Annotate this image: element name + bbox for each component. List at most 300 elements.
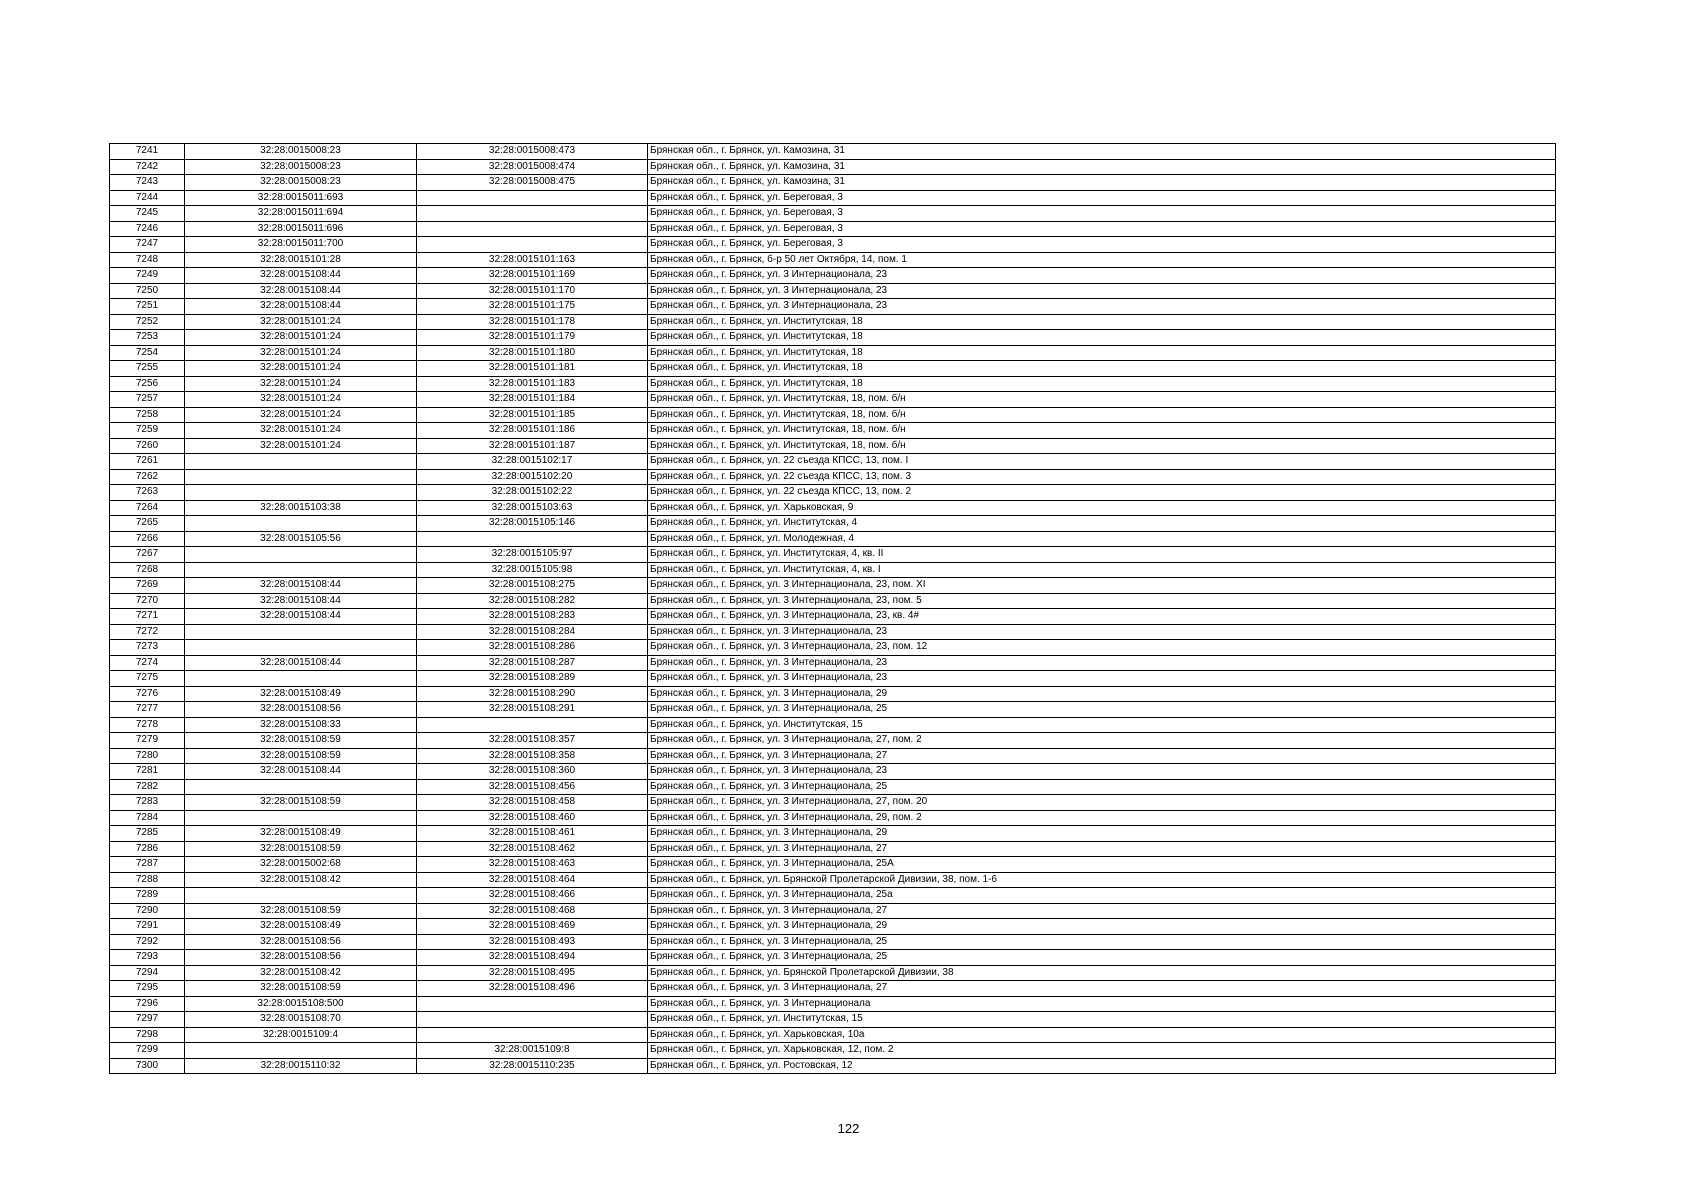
table-row: [110, 934, 1556, 950]
table-row: [110, 159, 1556, 175]
parcel-cadastral-number-cell: 32:28:0015108:59: [185, 903, 417, 919]
row-number-cell: 7246: [110, 221, 185, 237]
parcel-cadastral-number-cell: 32:28:0015108:59: [185, 733, 417, 749]
table-row: [110, 283, 1556, 299]
row-number-cell: 7294: [110, 965, 185, 981]
parcel-cadastral-number-cell: 32:28:0015101:24: [185, 392, 417, 408]
row-number-cell: 7250: [110, 283, 185, 299]
row-number-cell: 7297: [110, 1012, 185, 1028]
object-cadastral-number-cell: 32:28:0015101:179: [417, 330, 648, 346]
object-cadastral-number-cell: [417, 206, 648, 222]
table-row: [110, 144, 1556, 160]
table-row: [110, 841, 1556, 857]
object-cadastral-number-cell: 32:28:0015108:466: [417, 888, 648, 904]
object-cadastral-number-cell: 32:28:0015108:494: [417, 950, 648, 966]
parcel-cadastral-number-cell: 32:28:0015108:49: [185, 919, 417, 935]
object-cadastral-number-cell: 32:28:0015108:287: [417, 655, 648, 671]
address-cell: Брянская обл., г. Брянск, ул. 3 Интернационала, 27: [648, 748, 1556, 764]
address-cell: Брянская обл., г. Брянск, ул. 3 Интернационала, 25: [648, 934, 1556, 950]
object-cadastral-number-cell: 32:28:0015101:169: [417, 268, 648, 284]
row-number-cell: 7279: [110, 733, 185, 749]
table-row: [110, 454, 1556, 470]
address-cell: Брянская обл., г. Брянск, ул. Брянской Пролетарской Дивизии, 38: [648, 965, 1556, 981]
address-cell: Брянская обл., г. Брянск, ул. Камозина, 31: [648, 144, 1556, 160]
table-row: [110, 640, 1556, 656]
address-cell: Брянская обл., г. Брянск, ул. Береговая, 3: [648, 190, 1556, 206]
row-number-cell: 7285: [110, 826, 185, 842]
table-row: [110, 531, 1556, 547]
parcel-cadastral-number-cell: 32:28:0015108:44: [185, 764, 417, 780]
address-cell: Брянская обл., г. Брянск, ул. 3 Интернационала, 25а: [648, 888, 1556, 904]
table-row: [110, 206, 1556, 222]
table-row: [110, 872, 1556, 888]
table-row: [110, 314, 1556, 330]
row-number-cell: 7286: [110, 841, 185, 857]
address-cell: Брянская обл., г. Брянск, ул. 22 съезда КПСС, 13, пом. 3: [648, 469, 1556, 485]
table-row: [110, 469, 1556, 485]
object-cadastral-number-cell: 32:28:0015108:357: [417, 733, 648, 749]
address-cell: Брянская обл., г. Брянск, ул. 3 Интернационала, 29, пом. 2: [648, 810, 1556, 826]
object-cadastral-number-cell: 32:28:0015101:184: [417, 392, 648, 408]
row-number-cell: 7273: [110, 640, 185, 656]
object-cadastral-number-cell: 32:28:0015108:283: [417, 609, 648, 625]
parcel-cadastral-number-cell: 32:28:0015105:56: [185, 531, 417, 547]
object-cadastral-number-cell: [417, 221, 648, 237]
address-cell: Брянская обл., г. Брянск, ул. 22 съезда КПСС, 13, пом. I: [648, 454, 1556, 470]
row-number-cell: 7293: [110, 950, 185, 966]
row-number-cell: 7276: [110, 686, 185, 702]
table-row: [110, 655, 1556, 671]
table-row: [110, 562, 1556, 578]
row-number-cell: 7299: [110, 1043, 185, 1059]
parcel-cadastral-number-cell: [185, 1043, 417, 1059]
table-row: [110, 795, 1556, 811]
parcel-cadastral-number-cell: [185, 562, 417, 578]
parcel-cadastral-number-cell: [185, 516, 417, 532]
parcel-cadastral-number-cell: 32:28:0015108:44: [185, 593, 417, 609]
object-cadastral-number-cell: 32:28:0015101:180: [417, 345, 648, 361]
row-number-cell: 7257: [110, 392, 185, 408]
table-row: [110, 361, 1556, 377]
address-cell: Брянская обл., г. Брянск, ул. Институтская, 18: [648, 330, 1556, 346]
parcel-cadastral-number-cell: 32:28:0015108:33: [185, 717, 417, 733]
parcel-cadastral-number-cell: 32:28:0015108:59: [185, 981, 417, 997]
object-cadastral-number-cell: 32:28:0015108:496: [417, 981, 648, 997]
object-cadastral-number-cell: 32:28:0015108:458: [417, 795, 648, 811]
object-cadastral-number-cell: 32:28:0015101:187: [417, 438, 648, 454]
address-cell: Брянская обл., г. Брянск, ул. Ростовская, 12: [648, 1058, 1556, 1074]
parcel-cadastral-number-cell: 32:28:0015108:44: [185, 283, 417, 299]
address-cell: Брянская обл., г. Брянск, ул. 3 Интернационала, 23, пом. 5: [648, 593, 1556, 609]
table-row: [110, 500, 1556, 516]
parcel-cadastral-number-cell: 32:28:0015108:59: [185, 795, 417, 811]
table-row: [110, 345, 1556, 361]
table-row: [110, 190, 1556, 206]
parcel-cadastral-number-cell: 32:28:0015108:44: [185, 578, 417, 594]
address-cell: Брянская обл., г. Брянск, ул. Харьковская, 10а: [648, 1027, 1556, 1043]
table-row: [110, 888, 1556, 904]
row-number-cell: 7280: [110, 748, 185, 764]
object-cadastral-number-cell: 32:28:0015008:474: [417, 159, 648, 175]
parcel-cadastral-number-cell: [185, 671, 417, 687]
row-number-cell: 7248: [110, 252, 185, 268]
table-row: [110, 981, 1556, 997]
address-cell: Брянская обл., г. Брянск, ул. Институтская, 15: [648, 1012, 1556, 1028]
address-cell: Брянская обл., г. Брянск, ул. Институтская, 4, кв. I: [648, 562, 1556, 578]
parcel-cadastral-number-cell: [185, 469, 417, 485]
row-number-cell: 7254: [110, 345, 185, 361]
parcel-cadastral-number-cell: 32:28:0015108:56: [185, 950, 417, 966]
row-number-cell: 7265: [110, 516, 185, 532]
row-number-cell: 7252: [110, 314, 185, 330]
object-cadastral-number-cell: [417, 717, 648, 733]
table-row: [110, 779, 1556, 795]
address-cell: Брянская обл., г. Брянск, ул. Институтская, 18: [648, 314, 1556, 330]
row-number-cell: 7245: [110, 206, 185, 222]
object-cadastral-number-cell: 32:28:0015102:17: [417, 454, 648, 470]
address-cell: Брянская обл., г. Брянск, ул. Камозина, 31: [648, 159, 1556, 175]
object-cadastral-number-cell: 32:28:0015108:456: [417, 779, 648, 795]
table-row: [110, 919, 1556, 935]
address-cell: Брянская обл., г. Брянск, ул. Институтская, 18, пом. б/н: [648, 407, 1556, 423]
row-number-cell: 7287: [110, 857, 185, 873]
table-row: [110, 950, 1556, 966]
parcel-cadastral-number-cell: [185, 485, 417, 501]
row-number-cell: 7253: [110, 330, 185, 346]
object-cadastral-number-cell: [417, 531, 648, 547]
address-cell: Брянская обл., г. Брянск, ул. 3 Интернационала, 29: [648, 826, 1556, 842]
object-cadastral-number-cell: 32:28:0015108:495: [417, 965, 648, 981]
address-cell: Брянская обл., г. Брянск, ул. 3 Интернационала, 23: [648, 671, 1556, 687]
table-row: [110, 996, 1556, 1012]
row-number-cell: 7295: [110, 981, 185, 997]
row-number-cell: 7282: [110, 779, 185, 795]
parcel-cadastral-number-cell: 32:28:0015108:49: [185, 826, 417, 842]
parcel-cadastral-number-cell: [185, 640, 417, 656]
object-cadastral-number-cell: 32:28:0015105:97: [417, 547, 648, 563]
object-cadastral-number-cell: 32:28:0015108:275: [417, 578, 648, 594]
row-number-cell: 7281: [110, 764, 185, 780]
table-row: [110, 252, 1556, 268]
row-number-cell: 7277: [110, 702, 185, 718]
row-number-cell: 7289: [110, 888, 185, 904]
address-cell: Брянская обл., г. Брянск, ул. 3 Интернационала, 27, пом. 20: [648, 795, 1556, 811]
object-cadastral-number-cell: 32:28:0015108:461: [417, 826, 648, 842]
parcel-cadastral-number-cell: 32:28:0015108:44: [185, 655, 417, 671]
object-cadastral-number-cell: [417, 237, 648, 253]
address-cell: Брянская обл., г. Брянск, ул. Институтская, 15: [648, 717, 1556, 733]
table-row: [110, 330, 1556, 346]
address-cell: Брянская обл., г. Брянск, ул. Молодежная, 4: [648, 531, 1556, 547]
parcel-cadastral-number-cell: 32:28:0015008:23: [185, 175, 417, 191]
object-cadastral-number-cell: 32:28:0015105:98: [417, 562, 648, 578]
object-cadastral-number-cell: 32:28:0015101:178: [417, 314, 648, 330]
address-cell: Брянская обл., г. Брянск, ул. 3 Интернационала, 23: [648, 268, 1556, 284]
parcel-cadastral-number-cell: 32:28:0015108:44: [185, 268, 417, 284]
object-cadastral-number-cell: 32:28:0015108:284: [417, 624, 648, 640]
parcel-cadastral-number-cell: [185, 624, 417, 640]
table-row: [110, 764, 1556, 780]
object-cadastral-number-cell: 32:28:0015108:289: [417, 671, 648, 687]
row-number-cell: 7256: [110, 376, 185, 392]
table-row: [110, 748, 1556, 764]
parcel-cadastral-number-cell: 32:28:0015110:32: [185, 1058, 417, 1074]
table-row: [110, 686, 1556, 702]
table-row: [110, 175, 1556, 191]
address-cell: Брянская обл., г. Брянск, ул. 3 Интернационала, 27: [648, 981, 1556, 997]
table-row: [110, 702, 1556, 718]
row-number-cell: 7266: [110, 531, 185, 547]
address-cell: Брянская обл., г. Брянск, ул. 3 Интернационала, 25: [648, 779, 1556, 795]
address-cell: Брянская обл., г. Брянск, б-р 50 лет Октября, 14, пом. 1: [648, 252, 1556, 268]
row-number-cell: 7261: [110, 454, 185, 470]
row-number-cell: 7264: [110, 500, 185, 516]
address-cell: Брянская обл., г. Брянск, ул. 3 Интернационала, 27, пом. 2: [648, 733, 1556, 749]
table-row: [110, 578, 1556, 594]
table-row: [110, 547, 1556, 563]
object-cadastral-number-cell: 32:28:0015101:181: [417, 361, 648, 377]
table-row: [110, 1058, 1556, 1074]
parcel-cadastral-number-cell: 32:28:0015101:24: [185, 407, 417, 423]
object-cadastral-number-cell: 32:28:0015102:20: [417, 469, 648, 485]
table-row: [110, 268, 1556, 284]
address-cell: Брянская обл., г. Брянск, ул. 3 Интернационала, 29: [648, 919, 1556, 935]
address-cell: Брянская обл., г. Брянск, ул. 3 Интернационала, 23: [648, 655, 1556, 671]
object-cadastral-number-cell: 32:28:0015108:493: [417, 934, 648, 950]
object-cadastral-number-cell: 32:28:0015101:163: [417, 252, 648, 268]
table-row: [110, 624, 1556, 640]
address-cell: Брянская обл., г. Брянск, ул. 3 Интернационала, 23: [648, 299, 1556, 315]
address-cell: Брянская обл., г. Брянск, ул. 3 Интернационала, 23: [648, 283, 1556, 299]
address-cell: Брянская обл., г. Брянск, ул. 3 Интернационала, 23: [648, 624, 1556, 640]
address-cell: Брянская обл., г. Брянск, ул. 3 Интернационала, 23, пом. XI: [648, 578, 1556, 594]
address-cell: Брянская обл., г. Брянск, ул. 3 Интернационала, 25А: [648, 857, 1556, 873]
page-number: 122: [837, 1121, 860, 1136]
parcel-cadastral-number-cell: 32:28:0015103:38: [185, 500, 417, 516]
object-cadastral-number-cell: 32:28:0015108:462: [417, 841, 648, 857]
table-row: [110, 423, 1556, 439]
row-number-cell: 7291: [110, 919, 185, 935]
address-cell: Брянская обл., г. Брянск, ул. 3 Интернационала, 27: [648, 841, 1556, 857]
row-number-cell: 7267: [110, 547, 185, 563]
address-cell: Брянская обл., г. Брянск, ул. 3 Интернационала, 29: [648, 686, 1556, 702]
parcel-cadastral-number-cell: 32:28:0015108:49: [185, 686, 417, 702]
row-number-cell: 7260: [110, 438, 185, 454]
object-cadastral-number-cell: 32:28:0015108:290: [417, 686, 648, 702]
row-number-cell: 7298: [110, 1027, 185, 1043]
table-body: [110, 144, 1556, 1074]
parcel-cadastral-number-cell: [185, 810, 417, 826]
table-row: [110, 438, 1556, 454]
table-row: [110, 237, 1556, 253]
object-cadastral-number-cell: 32:28:0015108:460: [417, 810, 648, 826]
row-number-cell: 7255: [110, 361, 185, 377]
parcel-cadastral-number-cell: [185, 454, 417, 470]
address-cell: Брянская обл., г. Брянск, ул. Институтская, 18, пом. б/н: [648, 423, 1556, 439]
table-row: [110, 407, 1556, 423]
address-cell: Брянская обл., г. Брянск, ул. 3 Интернационала, 25: [648, 702, 1556, 718]
object-cadastral-number-cell: 32:28:0015108:291: [417, 702, 648, 718]
table-row: [110, 516, 1556, 532]
object-cadastral-number-cell: [417, 1012, 648, 1028]
table-row: [110, 376, 1556, 392]
table-row: [110, 221, 1556, 237]
parcel-cadastral-number-cell: 32:28:0015108:44: [185, 609, 417, 625]
object-cadastral-number-cell: 32:28:0015108:469: [417, 919, 648, 935]
table-row: [110, 903, 1556, 919]
object-cadastral-number-cell: 32:28:0015108:464: [417, 872, 648, 888]
row-number-cell: 7288: [110, 872, 185, 888]
table-row: [110, 826, 1556, 842]
table-row: [110, 965, 1556, 981]
parcel-cadastral-number-cell: 32:28:0015108:42: [185, 872, 417, 888]
address-cell: Брянская обл., г. Брянск, ул. 3 Интернационала, 23, пом. 12: [648, 640, 1556, 656]
table-row: [110, 1027, 1556, 1043]
parcel-cadastral-number-cell: 32:28:0015011:694: [185, 206, 417, 222]
object-cadastral-number-cell: 32:28:0015101:186: [417, 423, 648, 439]
address-cell: Брянская обл., г. Брянск, ул. Береговая, 3: [648, 237, 1556, 253]
object-cadastral-number-cell: 32:28:0015101:183: [417, 376, 648, 392]
parcel-cadastral-number-cell: 32:28:0015002:68: [185, 857, 417, 873]
address-cell: Брянская обл., г. Брянск, ул. 3 Интернационала, 25: [648, 950, 1556, 966]
table-row: [110, 810, 1556, 826]
row-number-cell: 7275: [110, 671, 185, 687]
parcel-cadastral-number-cell: 32:28:0015101:24: [185, 345, 417, 361]
row-number-cell: 7292: [110, 934, 185, 950]
address-cell: Брянская обл., г. Брянск, ул. 3 Интернационала, 27: [648, 903, 1556, 919]
parcel-cadastral-number-cell: 32:28:0015008:23: [185, 144, 417, 160]
parcel-cadastral-number-cell: 32:28:0015108:59: [185, 841, 417, 857]
object-cadastral-number-cell: 32:28:0015108:286: [417, 640, 648, 656]
table-row: [110, 392, 1556, 408]
address-cell: Брянская обл., г. Брянск, ул. Камозина, 31: [648, 175, 1556, 191]
row-number-cell: 7258: [110, 407, 185, 423]
object-cadastral-number-cell: 32:28:0015105:146: [417, 516, 648, 532]
row-number-cell: 7284: [110, 810, 185, 826]
object-cadastral-number-cell: 32:28:0015101:175: [417, 299, 648, 315]
table-row: [110, 671, 1556, 687]
row-number-cell: 7283: [110, 795, 185, 811]
object-cadastral-number-cell: 32:28:0015101:170: [417, 283, 648, 299]
row-number-cell: 7241: [110, 144, 185, 160]
table-row: [110, 1012, 1556, 1028]
parcel-cadastral-number-cell: [185, 888, 417, 904]
row-number-cell: 7268: [110, 562, 185, 578]
parcel-cadastral-number-cell: 32:28:0015011:693: [185, 190, 417, 206]
address-cell: Брянская обл., г. Брянск, ул. Институтская, 18: [648, 376, 1556, 392]
row-number-cell: 7251: [110, 299, 185, 315]
table-row: [110, 1043, 1556, 1059]
row-number-cell: 7243: [110, 175, 185, 191]
object-cadastral-number-cell: 32:28:0015108:468: [417, 903, 648, 919]
parcel-cadastral-number-cell: 32:28:0015101:24: [185, 314, 417, 330]
parcel-cadastral-number-cell: 32:28:0015108:59: [185, 748, 417, 764]
parcel-cadastral-number-cell: 32:28:0015101:24: [185, 423, 417, 439]
parcel-cadastral-number-cell: [185, 547, 417, 563]
parcel-cadastral-number-cell: 32:28:0015108:56: [185, 934, 417, 950]
address-cell: Брянская обл., г. Брянск, ул. Береговая, 3: [648, 221, 1556, 237]
row-number-cell: 7259: [110, 423, 185, 439]
row-number-cell: 7249: [110, 268, 185, 284]
address-cell: Брянская обл., г. Брянск, ул. Институтская, 18, пом. б/н: [648, 392, 1556, 408]
parcel-cadastral-number-cell: 32:28:0015108:56: [185, 702, 417, 718]
row-number-cell: 7271: [110, 609, 185, 625]
address-cell: Брянская обл., г. Брянск, ул. Харьковская, 9: [648, 500, 1556, 516]
address-cell: Брянская обл., г. Брянск, ул. Харьковская, 12, пом. 2: [648, 1043, 1556, 1059]
object-cadastral-number-cell: 32:28:0015103:63: [417, 500, 648, 516]
address-cell: Брянская обл., г. Брянск, ул. Институтская, 18, пом. б/н: [648, 438, 1556, 454]
table-row: [110, 593, 1556, 609]
row-number-cell: 7262: [110, 469, 185, 485]
object-cadastral-number-cell: 32:28:0015008:473: [417, 144, 648, 160]
parcel-cadastral-number-cell: 32:28:0015108:42: [185, 965, 417, 981]
object-cadastral-number-cell: 32:28:0015108:358: [417, 748, 648, 764]
row-number-cell: 7270: [110, 593, 185, 609]
address-cell: Брянская обл., г. Брянск, ул. 22 съезда КПСС, 13, пом. 2: [648, 485, 1556, 501]
address-cell: Брянская обл., г. Брянск, ул. 3 Интернационала: [648, 996, 1556, 1012]
parcel-cadastral-number-cell: 32:28:0015011:696: [185, 221, 417, 237]
row-number-cell: 7247: [110, 237, 185, 253]
address-cell: Брянская обл., г. Брянск, ул. Институтская, 4, кв. II: [648, 547, 1556, 563]
parcel-cadastral-number-cell: 32:28:0015109:4: [185, 1027, 417, 1043]
parcel-cadastral-number-cell: 32:28:0015101:24: [185, 376, 417, 392]
object-cadastral-number-cell: 32:28:0015008:475: [417, 175, 648, 191]
parcel-cadastral-number-cell: 32:28:0015011:700: [185, 237, 417, 253]
address-cell: Брянская обл., г. Брянск, ул. 3 Интернационала, 23: [648, 764, 1556, 780]
table-row: [110, 717, 1556, 733]
object-cadastral-number-cell: 32:28:0015108:463: [417, 857, 648, 873]
row-number-cell: 7300: [110, 1058, 185, 1074]
address-cell: Брянская обл., г. Брянск, ул. Институтская, 18: [648, 345, 1556, 361]
object-cadastral-number-cell: [417, 1027, 648, 1043]
object-cadastral-number-cell: 32:28:0015101:185: [417, 407, 648, 423]
object-cadastral-number-cell: [417, 190, 648, 206]
object-cadastral-number-cell: 32:28:0015108:282: [417, 593, 648, 609]
parcel-cadastral-number-cell: 32:28:0015008:23: [185, 159, 417, 175]
row-number-cell: 7274: [110, 655, 185, 671]
parcel-cadastral-number-cell: 32:28:0015101:24: [185, 330, 417, 346]
table-row: [110, 609, 1556, 625]
row-number-cell: 7278: [110, 717, 185, 733]
table-row: [110, 299, 1556, 315]
table-row: [110, 485, 1556, 501]
row-number-cell: 7242: [110, 159, 185, 175]
parcel-cadastral-number-cell: [185, 779, 417, 795]
address-cell: Брянская обл., г. Брянск, ул. Брянской Пролетарской Дивизии, 38, пом. 1-6: [648, 872, 1556, 888]
object-cadastral-number-cell: 32:28:0015102:22: [417, 485, 648, 501]
address-cell: Брянская обл., г. Брянск, ул. Институтская, 4: [648, 516, 1556, 532]
object-cadastral-number-cell: 32:28:0015110:235: [417, 1058, 648, 1074]
row-number-cell: 7296: [110, 996, 185, 1012]
address-cell: Брянская обл., г. Брянск, ул. Береговая, 3: [648, 206, 1556, 222]
parcel-cadastral-number-cell: 32:28:0015108:70: [185, 1012, 417, 1028]
parcel-cadastral-number-cell: 32:28:0015101:24: [185, 361, 417, 377]
parcel-cadastral-number-cell: 32:28:0015101:24: [185, 438, 417, 454]
object-cadastral-number-cell: 32:28:0015108:360: [417, 764, 648, 780]
parcel-cadastral-number-cell: 32:28:0015108:44: [185, 299, 417, 315]
row-number-cell: 7269: [110, 578, 185, 594]
table-row: [110, 733, 1556, 749]
row-number-cell: 7272: [110, 624, 185, 640]
parcel-cadastral-number-cell: 32:28:0015108:500: [185, 996, 417, 1012]
object-cadastral-number-cell: [417, 996, 648, 1012]
parcel-cadastral-number-cell: 32:28:0015101:28: [185, 252, 417, 268]
row-number-cell: 7263: [110, 485, 185, 501]
row-number-cell: 7244: [110, 190, 185, 206]
registry-table: [109, 143, 1556, 1074]
object-cadastral-number-cell: 32:28:0015109:8: [417, 1043, 648, 1059]
address-cell: Брянская обл., г. Брянск, ул. 3 Интернационала, 23, кв. 4#: [648, 609, 1556, 625]
